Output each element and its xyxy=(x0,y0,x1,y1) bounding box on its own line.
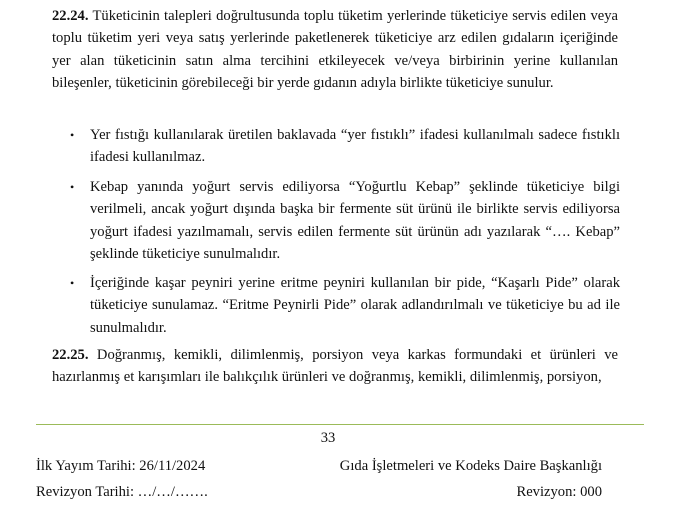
section-22-24 xyxy=(52,5,618,95)
bullet-marker: • xyxy=(70,128,75,142)
department-name: Gıda İşletmeleri ve Kodeks Daire Başkanlığı xyxy=(339,458,602,474)
bullet-marker: • xyxy=(70,180,75,194)
section-number: 22.24. xyxy=(52,8,89,24)
bullet-item: Kebap yanında yoğurt servis ediliyorsa “Yoğurtlu Kebap” şeklinde tüketiciye bilgi verilmeli, ancak yoğurt dışında başka bir fermente süt ürünü ile birlikte servis ediliyorsa yoğurt ifadesi yazılmamalı, servis edilen fermente süt ürünün adı yazılarak “…. Kebap” şeklinde tüketiciye sunulmalıdır. xyxy=(90,179,620,263)
page-number: 33 xyxy=(320,430,336,446)
section-text: Tüketicinin talepleri doğrultusunda toplu tüketim yerlerinde tüketiciye servis edilen veya toplu tüketim yeri veya satış yerlerinde paketlenerek tüketiciye arz edilen gıdaların içeriğinde yer alan tüketicinin satın alma tercihini etkileyecek ve/veya birbirinin yerine kullanılan bileşenler, tüketicinin görebileceği bir yerde gıdanın adıyla birlikte tüketiciye sunulur. xyxy=(52,8,619,92)
section-22-25 xyxy=(52,344,618,389)
section-text: Doğranmış, kemikli, dilimlenmiş, porsiyon veya karkas formundaki et ürünleri ve hazırlanmış et karışımları ile balıkçılık ürünleri ve doğranmış, kemikli, dilimlenmiş, porsiyon, xyxy=(52,347,618,386)
footer-divider xyxy=(36,424,644,425)
revision-date: Revizyon Tarihi: …/…/……. xyxy=(36,484,208,500)
first-publish-date: İlk Yayım Tarihi: 26/11/2024 xyxy=(36,458,206,474)
section-number: 22.25. xyxy=(52,347,89,363)
revision-number: Revizyon: 000 xyxy=(516,484,602,500)
bullet-item: Yer fıstığı kullanılarak üretilen baklavada “yer fıstıklı” ifadesi kullanılmalı sadece fıstıklı ifadesi kullanılmaz. xyxy=(90,127,620,166)
bullet-marker: • xyxy=(70,276,75,290)
bullet-item: İçeriğinde kaşar peyniri yerine eritme peyniri kullanılan bir pide, “Kaşarlı Pide” olarak tüketiciye sunulamaz. “Eritme Peynirli Pide” olarak adlandırılmalı ve tüketiciye bu ad ile sunulmalıdır. xyxy=(90,275,620,336)
